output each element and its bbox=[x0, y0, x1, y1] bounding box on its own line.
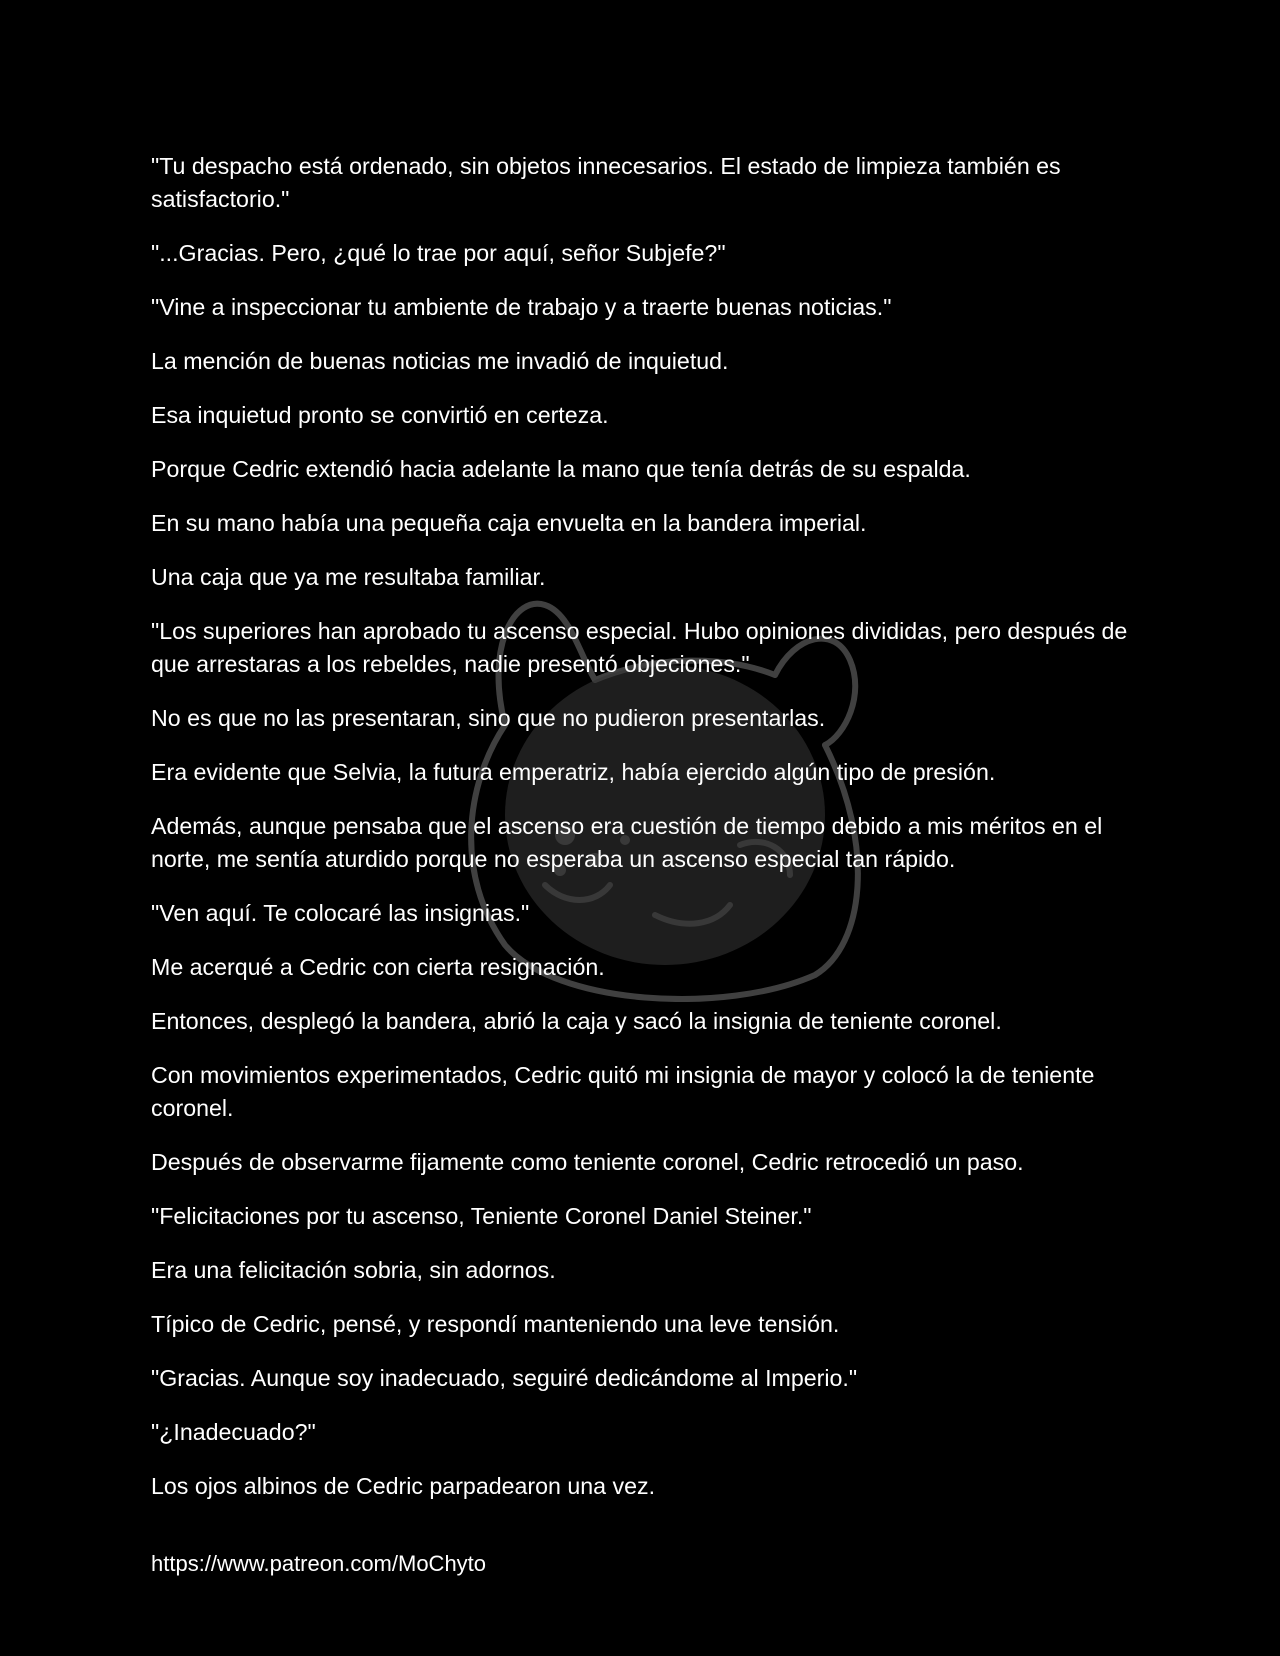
paragraph: "...Gracias. Pero, ¿qué lo trae por aquí, señor Subjefe?" bbox=[151, 240, 726, 266]
paragraph: Después de observarme fijamente como teniente coronel, Cedric retrocedió un paso. bbox=[151, 1149, 1024, 1175]
paragraph: Con movimientos experimentados, Cedric quitó mi insignia de mayor y colocó la de teniente coronel. bbox=[151, 1062, 1095, 1121]
paragraph: Los ojos albinos de Cedric parpadearon una vez. bbox=[151, 1473, 656, 1499]
paragraph: Entonces, desplegó la bandera, abrió la caja y sacó la insignia de teniente coronel. bbox=[151, 1008, 1002, 1034]
paragraph: Una caja que ya me resultaba familiar. bbox=[151, 564, 546, 590]
paragraph: "Ven aquí. Te colocaré las insignias." bbox=[151, 900, 530, 926]
story-text bbox=[151, 150, 1136, 1524]
paragraph: Esa inquietud pronto se convirtió en certeza. bbox=[151, 402, 609, 428]
paragraph: No es que no las presentaran, sino que no pudieron presentarlas. bbox=[151, 705, 826, 731]
paragraph: "Los superiores han aprobado tu ascenso especial. Hubo opiniones divididas, pero después de que arrestaras a los rebeldes, nadie presentó objeciones." bbox=[151, 618, 1128, 677]
paragraph: "Felicitaciones por tu ascenso, Teniente Coronel Daniel Steiner." bbox=[151, 1203, 812, 1229]
paragraph: La mención de buenas noticias me invadió de inquietud. bbox=[151, 348, 729, 374]
paragraph: "Vine a inspeccionar tu ambiente de trabajo y a traerte buenas noticias." bbox=[151, 294, 892, 320]
paragraph: Típico de Cedric, pensé, y respondí manteniendo una leve tensión. bbox=[151, 1311, 840, 1337]
paragraph: Era evidente que Selvia, la futura emperatriz, había ejercido algún tipo de presión. bbox=[151, 759, 996, 785]
paragraph: Porque Cedric extendió hacia adelante la mano que tenía detrás de su espalda. bbox=[151, 456, 971, 482]
patreon-link[interactable]: https://www.patreon.com/MoChyto bbox=[151, 1551, 487, 1576]
paragraph: "Gracias. Aunque soy inadecuado, seguiré dedicándome al Imperio." bbox=[151, 1365, 858, 1391]
paragraph: Era una felicitación sobria, sin adornos. bbox=[151, 1257, 556, 1283]
paragraph: En su mano había una pequeña caja envuelta en la bandera imperial. bbox=[151, 510, 867, 536]
paragraph: "Tu despacho está ordenado, sin objetos innecesarios. El estado de limpieza también es satisfactorio." bbox=[151, 153, 1061, 212]
paragraph: Me acerqué a Cedric con cierta resignación. bbox=[151, 954, 605, 980]
paragraph: "¿Inadecuado?" bbox=[151, 1419, 316, 1445]
paragraph: Además, aunque pensaba que el ascenso era cuestión de tiempo debido a mis méritos en el norte, me sentía aturdido porque no esperaba un ascenso especial tan rápido. bbox=[151, 813, 1103, 872]
